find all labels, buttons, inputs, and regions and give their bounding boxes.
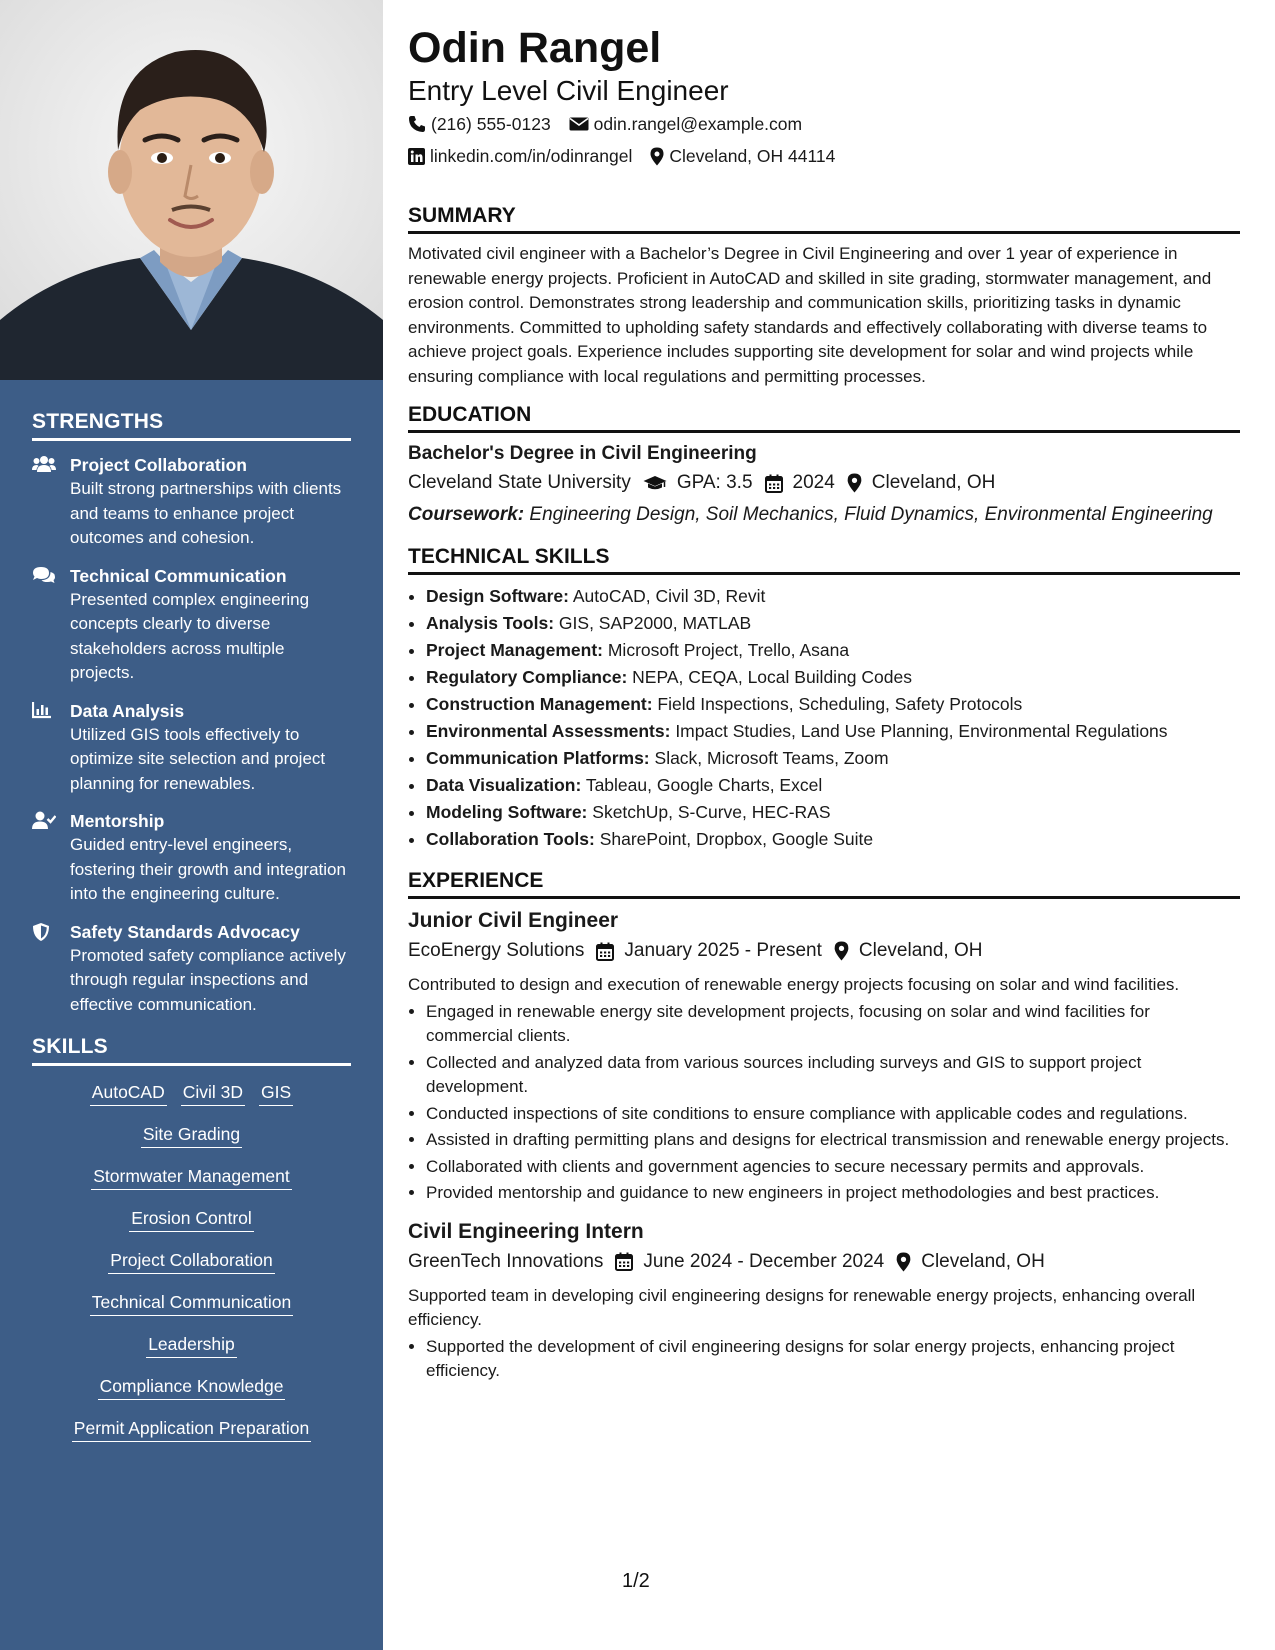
job-dates: January 2025 - Present	[624, 940, 822, 961]
school-name: Cleveland State University	[408, 472, 631, 493]
job-location: Cleveland, OH	[858, 940, 983, 961]
calendar-icon	[596, 942, 614, 961]
skill-label: Communication Platforms:	[426, 748, 650, 768]
skill-value: SharePoint, Dropbox, Google Suite	[599, 829, 874, 849]
skill-value: Tableau, Google Charts, Excel	[585, 775, 823, 795]
page-number: 1/2	[622, 1570, 650, 1592]
phone-icon	[408, 115, 426, 133]
list-item	[426, 745, 1240, 772]
job-meta	[408, 937, 1240, 965]
skill-value: SketchUp, S-Curve, HEC-RAS	[592, 802, 831, 822]
list-item: • Assisted in drafting permitting plans and designs for electrical transmission and renewable energy projects.	[426, 1128, 1240, 1153]
list-item: • Supported the development of civil engineering designs for solar energy projects, enhancing project efficiency.	[426, 1335, 1240, 1384]
list-item: • Collaborated with clients and government agencies to secure necessary permits and approvals.	[426, 1155, 1240, 1180]
skill-value: Field Inspections, Scheduling, Safety Protocols	[657, 694, 1023, 714]
list-item: • Engaged in renewable energy site development projects, focusing on solar and wind facilities for commercial clients.	[426, 1000, 1240, 1049]
summary-heading: SUMMARY	[408, 204, 1240, 234]
skill-label: Collaboration Tools:	[426, 829, 595, 849]
job-intro: Supported team in developing civil engineering designs for renewable energy projects, enhancing overall efficiency.	[408, 1285, 1196, 1329]
strength-title: Safety Standards Advocacy	[70, 921, 300, 942]
main-content	[408, 22, 1240, 1386]
job-intro: Contributed to design and execution of renewable energy projects focusing on solar and wind facilities.	[408, 975, 1180, 994]
education-heading: EDUCATION	[408, 403, 1240, 433]
list-item: • Conducted inspections of site conditions to ensure compliance with applicable codes and regulations.	[426, 1102, 1240, 1127]
shield-icon	[32, 920, 70, 1018]
list-item	[426, 691, 1240, 718]
map-pin-icon	[847, 473, 862, 493]
strength-item	[32, 699, 351, 797]
strengths-heading: STRENGTHS	[32, 410, 351, 441]
list-item	[426, 718, 1240, 745]
job-bullets	[408, 1000, 1240, 1206]
skill-chip: Site Grading	[141, 1122, 242, 1148]
skill-value: NEPA, CEQA, Local Building Codes	[632, 667, 912, 687]
skill-value: Slack, Microsoft Teams, Zoom	[654, 748, 889, 768]
job-bullets	[408, 1335, 1240, 1384]
contact-info	[408, 112, 1240, 168]
experience-heading: EXPERIENCE	[408, 869, 1240, 899]
map-pin-icon	[834, 941, 849, 961]
calendar-icon	[765, 474, 783, 493]
skill-chip: Project Collaboration	[108, 1248, 274, 1274]
skill-label: Regulatory Compliance:	[426, 667, 628, 687]
degree: Bachelor's Degree in Civil Engineering	[408, 443, 757, 464]
skill-chip: Civil 3D	[181, 1080, 245, 1106]
strength-title: Technical Communication	[70, 565, 287, 586]
candidate-title: Entry Level Civil Engineer	[408, 75, 729, 106]
job-entry	[408, 907, 1240, 1206]
skills-heading: SKILLS	[32, 1035, 351, 1066]
skill-chip: GIS	[259, 1080, 293, 1106]
strength-title: Mentorship	[70, 811, 165, 831]
email-text: odin.rangel@example.com	[593, 114, 803, 134]
strength-desc: Guided entry-level engineers, fostering their growth and integration into the engineering culture.	[70, 835, 346, 903]
phone-item[interactable]	[408, 112, 551, 136]
list-item	[426, 772, 1240, 799]
graduation-year: 2024	[792, 472, 835, 493]
map-pin-icon	[896, 1252, 911, 1272]
education-section	[408, 403, 1240, 527]
list-item	[426, 826, 1240, 853]
strength-desc: Utilized GIS tools effectively to optimize site selection and project planning for renewables.	[70, 724, 326, 793]
coursework-list: Engineering Design, Soil Mechanics, Fluid Dynamics, Environmental Engineering	[529, 504, 1213, 525]
skill-label: Design Software:	[426, 586, 569, 606]
candidate-name: Odin Rangel	[408, 24, 662, 72]
envelope-icon	[569, 116, 589, 132]
skill-value: AutoCAD, Civil 3D, Revit	[572, 586, 766, 606]
list-item	[426, 664, 1240, 691]
email-item[interactable]	[569, 112, 802, 136]
strength-item	[32, 920, 351, 1018]
skill-value: Microsoft Project, Trello, Asana	[607, 640, 850, 660]
summary-section	[408, 204, 1240, 389]
location-text: Cleveland, OH 44114	[669, 146, 836, 166]
skill-value: GIS, SAP2000, MATLAB	[558, 613, 752, 633]
technical-skills-section	[408, 545, 1240, 853]
profile-photo	[0, 0, 383, 380]
skill-chip: Stormwater Management	[91, 1164, 291, 1190]
comments-icon	[32, 564, 70, 686]
strength-item	[32, 564, 351, 686]
education-meta	[408, 469, 1240, 497]
sidebar-content	[32, 410, 351, 1456]
strength-title: Project Collaboration	[70, 455, 247, 475]
list-item	[426, 610, 1240, 637]
skill-chip: AutoCAD	[90, 1080, 167, 1106]
calendar-icon	[615, 1252, 633, 1271]
skill-value: Impact Studies, Land Use Planning, Environmental Regulations	[675, 721, 1168, 741]
technical-skills-heading: TECHNICAL SKILLS	[408, 545, 1240, 575]
skill-label: Project Management:	[426, 640, 603, 660]
phone-text: (216) 555-0123	[431, 114, 551, 134]
skill-chip: Compliance Knowledge	[98, 1374, 286, 1400]
skill-chip: Permit Application Preparation	[72, 1416, 311, 1442]
users-icon	[32, 453, 70, 551]
location-item	[650, 144, 835, 168]
list-item: • Collected and analyzed data from various sources including surveys and GIS to support project development.	[426, 1051, 1240, 1100]
technical-skills-list	[408, 583, 1240, 853]
strength-desc: Presented complex engineering concepts clearly to diverse stakeholders across multiple projects.	[70, 589, 310, 682]
company-name: EcoEnergy Solutions	[408, 940, 585, 961]
skill-chip: Technical Communication	[90, 1290, 293, 1316]
linkedin-icon	[408, 148, 425, 165]
skill-label: Data Visualization:	[426, 775, 582, 795]
job-title: Civil Engineering Intern	[408, 1219, 644, 1243]
skills-list	[32, 1078, 351, 1444]
strength-item	[32, 453, 351, 551]
experience-section	[408, 869, 1240, 1384]
strength-item	[32, 809, 351, 907]
strength-desc: Built strong partnerships with clients and teams to enhance project outcomes and cohesion.	[70, 479, 342, 547]
coursework	[408, 503, 1240, 527]
gpa: GPA: 3.5	[676, 472, 753, 493]
summary-text: Motivated civil engineer with a Bachelor’s Degree in Civil Engineering and over 1 year of experience in renewable energy projects. Proficient in AutoCAD and skilled in site grading, stormwater management, and erosion control. Demonstrates strong leadership and communication skills, prioritizing tasks in dynamic environments. Committed to upholding safety standards and effectively collaborating with diverse teams to achieve project goals. Experience includes supporting site development for solar and wind projects while ensuring compliance with local regulations and permitting processes.	[408, 244, 1212, 386]
job-meta	[408, 1248, 1240, 1276]
list-item	[426, 799, 1240, 826]
linkedin-text: linkedin.com/in/odinrangel	[430, 146, 633, 166]
company-name: GreenTech Innovations	[408, 1250, 604, 1272]
education-location: Cleveland, OH	[871, 472, 996, 493]
skill-chip: Erosion Control	[129, 1206, 254, 1232]
job-entry	[408, 1218, 1240, 1384]
job-location: Cleveland, OH	[921, 1250, 1045, 1272]
skill-chip: Leadership	[146, 1332, 237, 1358]
skill-label: Environmental Assessments:	[426, 721, 671, 741]
graduation-cap-icon	[643, 475, 667, 491]
strength-desc: Promoted safety compliance actively through regular inspections and effective communication.	[70, 945, 346, 1014]
user-check-icon	[32, 809, 70, 907]
list-item: • Provided mentorship and guidance to new engineers in project methodologies and best practices.	[426, 1181, 1240, 1206]
strength-title: Data Analysis	[70, 700, 185, 721]
list-item	[426, 637, 1240, 664]
skill-label: Analysis Tools:	[426, 613, 555, 633]
skill-label: Modeling Software:	[426, 802, 588, 822]
map-pin-icon	[650, 147, 664, 166]
skill-label: Construction Management:	[426, 694, 653, 714]
sidebar	[0, 0, 383, 1650]
linkedin-item[interactable]	[408, 144, 632, 168]
list-item	[426, 583, 1240, 610]
job-dates: June 2024 - December 2024	[643, 1250, 885, 1272]
coursework-label: Coursework:	[408, 504, 525, 525]
job-title: Junior Civil Engineer	[408, 909, 619, 932]
chart-icon	[32, 699, 70, 797]
